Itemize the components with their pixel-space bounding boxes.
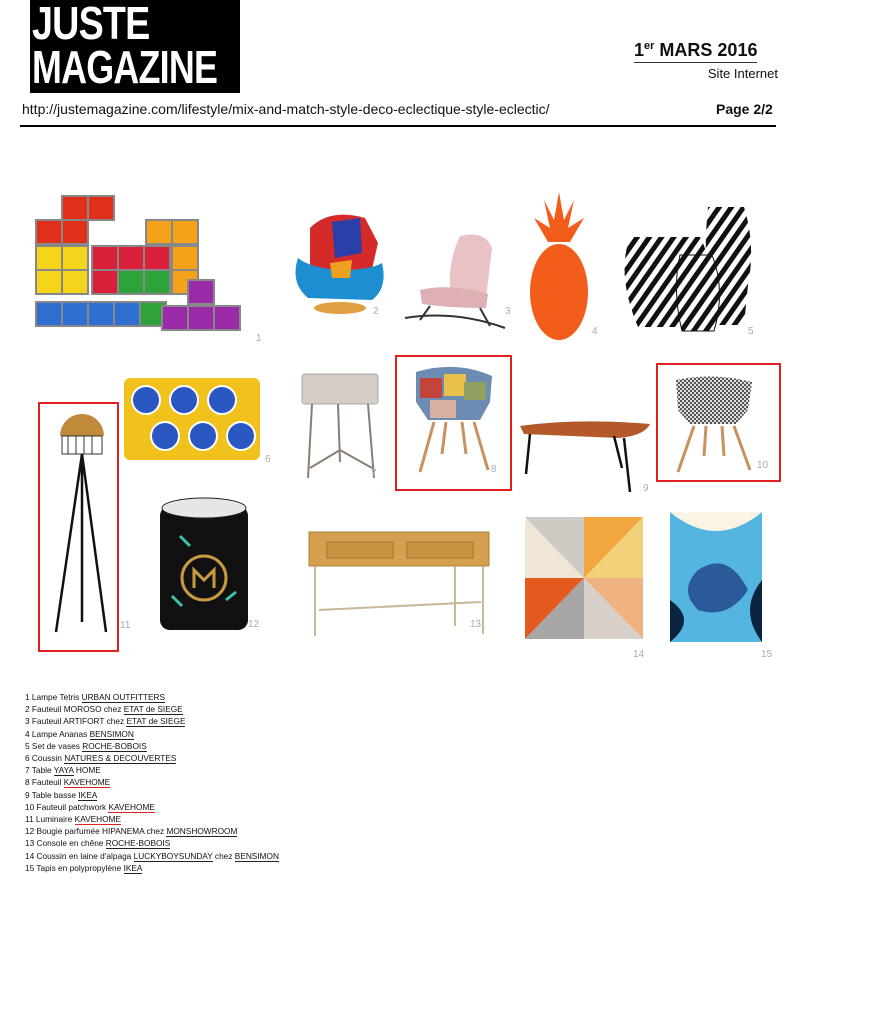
product-12-scented-candle (156, 496, 252, 636)
caption-item: 14 Coussin en laine d'alpaga LUCKYBOYSUNDAY chez BENSIMON (25, 850, 280, 861)
brand-link: LUCKYBOYSUNDAY (133, 850, 213, 861)
item-number: 6 (265, 454, 271, 465)
brand-link: IKEA (123, 862, 143, 873)
caption-item: 8 Fauteuil KAVEHOME (25, 777, 111, 788)
page-number: Page 2/2 (716, 101, 773, 117)
caption-item: 10 Fauteuil patchwork KAVEHOME (25, 801, 155, 812)
item-number: 10 (757, 460, 769, 471)
brand-link: BENSIMON (234, 850, 280, 861)
item-number: 7 (371, 468, 377, 479)
item-number: 9 (643, 483, 649, 494)
date-day: 1 (634, 40, 645, 60)
caption-item: 6 Coussin NATURES & DECOUVERTES (25, 753, 177, 764)
item-number: 13 (470, 619, 482, 630)
brand-link: IKEA (78, 789, 98, 800)
product-15-polypropylene-rug (668, 510, 764, 644)
product-2-moroso-armchair (290, 208, 390, 320)
header-divider (20, 125, 776, 127)
source-type: Site Internet (707, 66, 778, 81)
caption-item: 9 Table basse IKEA (25, 789, 98, 800)
brand-link: URBAN OUTFITTERS (81, 692, 166, 702)
logo-line-2: MAGAZINE (32, 41, 218, 93)
caption-item: 5 Set de vases ROCHE-BOBOIS (25, 740, 147, 751)
caption-item: 13 Console en chêne ROCHE-BOBOIS (25, 838, 171, 849)
brand-link: KAVEHOME (63, 777, 111, 788)
brand-link: MONSHOWROOM (166, 826, 238, 837)
brand-link: ROCHE-BOBOIS (105, 838, 171, 849)
brand-link: KAVEHOME (108, 801, 155, 812)
caption-item: 12 Bougie parfumée HIPANEMA chez MONSHOWROOM (25, 826, 238, 837)
product-5-vase-set (620, 205, 760, 345)
caption-item: 4 Lampe Ananas BENSIMON (25, 728, 134, 739)
date-rest: MARS 2016 (654, 40, 758, 60)
caption-list (25, 691, 279, 874)
brand-link: ETAT de SIEGE (126, 716, 186, 727)
brand-link: KAVEHOME (74, 814, 122, 825)
article-url[interactable]: http://justemagazine.com/lifestyle/mix-and-match-style-deco-eclectique-style-eclectic/ (22, 101, 550, 117)
product-1-tetris-lamp (30, 190, 255, 350)
product-6-printed-cushion (122, 376, 262, 462)
item-number: 8 (491, 464, 497, 475)
brand-link: YAYA (53, 765, 74, 776)
caption-item: 2 Fauteuil MOROSO chez ETAT de SIEGE (25, 704, 183, 715)
caption-item: 7 Table YAYA HOME (25, 765, 101, 776)
brand-link: ETAT de SIEGE (123, 704, 183, 715)
caption-item: 3 Fauteuil ARTIFORT chez ETAT de SIEGE (25, 716, 186, 727)
brand-link: NATURES & DECOUVERTES (64, 753, 177, 764)
product-3-artifort-rocking-chair (400, 228, 510, 336)
logo-line-1: JUSTE (32, 0, 150, 49)
item-number: 4 (592, 326, 598, 337)
item-number: 15 (761, 649, 773, 660)
highlight-box-item-10 (656, 363, 781, 482)
brand-link: ROCHE-BOBOIS (82, 740, 147, 751)
brand-link: BENSIMON (89, 728, 134, 739)
item-number: 5 (748, 326, 754, 337)
product-14-alpaca-cushion (522, 514, 646, 642)
highlight-box-item-11 (38, 402, 119, 652)
item-number: 3 (505, 306, 511, 317)
caption-item: 15 Tapis en polypropylène IKEA (25, 862, 143, 873)
caption-item: 1 Lampe Tetris URBAN OUTFITTERS (25, 692, 166, 702)
publication-date (634, 40, 757, 63)
item-number: 14 (633, 649, 645, 660)
magazine-logo (30, 0, 240, 93)
item-number: 1 (256, 333, 262, 344)
item-number: 2 (373, 306, 379, 317)
date-sup: er (644, 40, 655, 52)
item-number: 11 (120, 620, 131, 631)
highlight-box-item-8 (395, 355, 512, 491)
product-7-side-table (298, 372, 384, 482)
caption-item: 11 Luminaire KAVEHOME (25, 814, 122, 825)
product-13-oak-console (305, 530, 493, 640)
product-4-pineapple-lamp (526, 190, 592, 340)
item-number: 12 (248, 619, 260, 630)
product-9-coffee-table (518, 420, 654, 494)
